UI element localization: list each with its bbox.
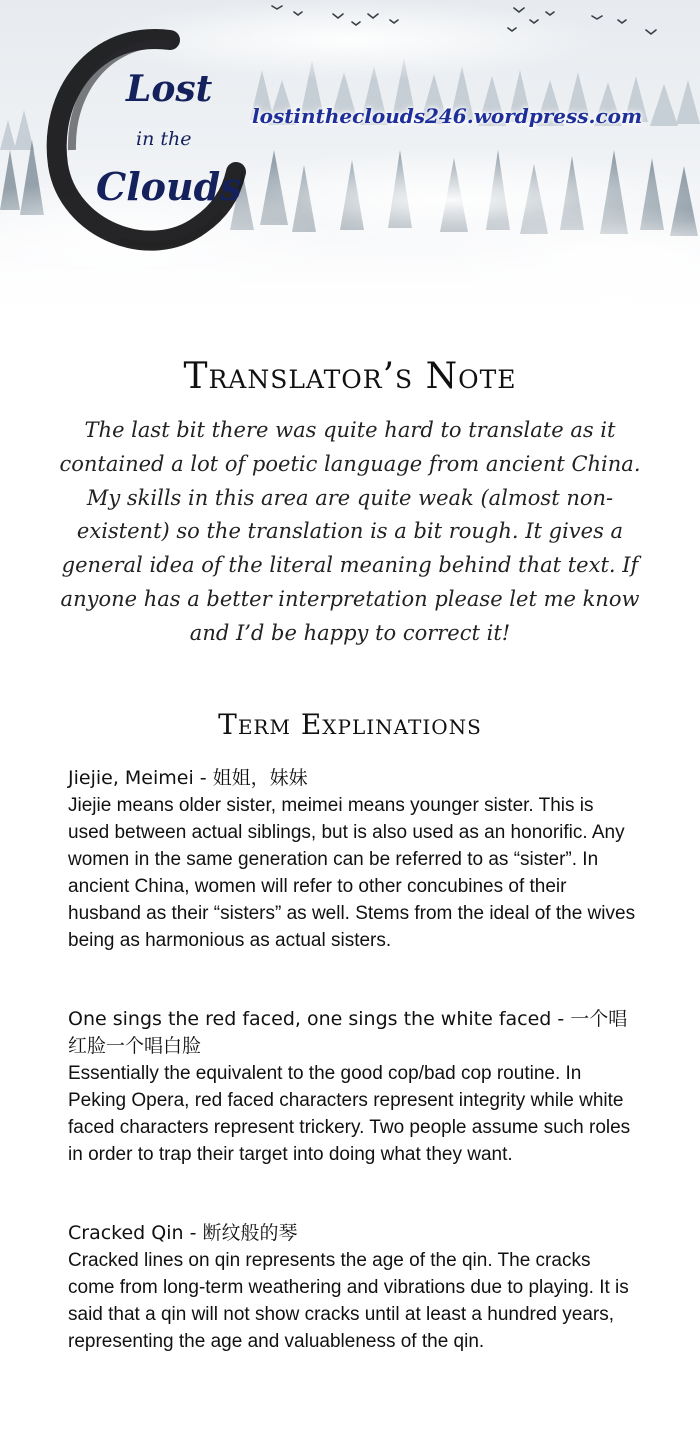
site-url: lostintheclouds246.wordpress.com	[252, 104, 643, 128]
header-banner	[0, 0, 700, 320]
translators-note-text: The last bit there was quite hard to translate as it contained a lot of poetic language from ancient China. My skills in this area are quite weak (almost non-existent) so the translation is a bit rough. It gives a general idea of the literal meaning behind that text. If anyone has a better interpretation please let me know and I’d be happy to correct it!	[59, 418, 641, 645]
logo-text-lost: Lost	[126, 68, 213, 110]
term-entry	[68, 1006, 638, 1168]
term-description: Cracked lines on qin represents the age of the qin. The cracks come from long-term weathering and vibrations due to playing. It is said that a qin will not show cracks until at least a hundred years, representing the age and valuableness of the qin.	[68, 1250, 629, 1352]
term-description: Essentially the equivalent to the good cop/bad cop routine. In Peking Opera, red faced characters represent integrity while white faced characters represent trickery. Two people assume such roles in order to trap their target into doing what they want.	[68, 1063, 631, 1165]
term-description: Jiejie means older sister, meimei means younger sister. This is used between actual siblings, but is also used as an honorific. Any women in the same generation can be referred to as “sister”. In ancient China, women will refer to other concubines of their husband as their “sisters” as well. Stems from the ideal of the wives being as harmonious as actual sisters.	[68, 795, 636, 951]
translators-note-heading: Translator’s Note	[183, 356, 517, 397]
term-title: Cracked Qin - 断纹般的琴	[68, 1222, 298, 1244]
term-title: Jiejie, Meimei - 姐姐，妹妹	[68, 767, 308, 789]
term-explanations-heading: Term Explinations	[218, 708, 482, 741]
term-entry	[68, 1220, 638, 1355]
term-entry	[68, 765, 638, 954]
logo-text-in-the: in the	[136, 128, 192, 150]
term-title: One sings the red faced, one sings the white faced - 一个唱红脸一个唱白脸	[68, 1008, 628, 1057]
misty-forest-illustration	[0, 0, 700, 320]
logo-text-clouds: Clouds	[96, 164, 242, 209]
